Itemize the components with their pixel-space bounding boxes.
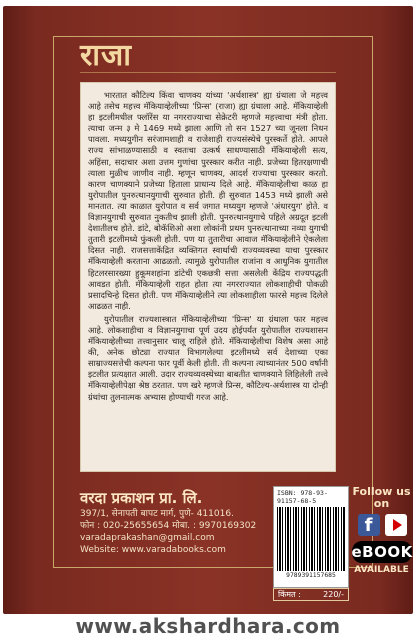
site-watermark: www.akshardhara.com bbox=[75, 614, 341, 638]
barcode-digits: 9789391157685 bbox=[286, 572, 336, 579]
blurb-paragraph-1: भारतात कौटिल्य किंवा चाणक्य यांच्या 'अर्थशास्त्र' ह्या ग्रंथाला जे महत्त्व आहे तसेच महत्त्व मॅकियाव्हेलीच्या 'प्रिन्स' (राजा) ह्या ग्रंथाला आहे. मॅकियाव्हेली हा इटलीमधील फ्लॉरेंस या नगरराज्याचा सेक्रेटरी म्हणजे महत्त्वाचा मंत्री होता. त्याचा जन्म ३ मे 1469 मध्ये झाला आणि तो सन 1527 च्या जूनला निधन पावला. मध्ययुगीन सरंजामशाही व राजेशाही राज्यसंस्थेचे पुरस्कर्ते होते. आपले राज्य सांभाळण्यासाठी व स्वतःचा उत्कर्ष साधण्यासाठी मॅकियाव्हेली सत्य, अहिंसा, सदाचार अशा उत्तम गुणांचा पुरस्कार करीत नाही. प्रजेच्या हितरक्षणाची त्याला मुळीच जाणीव नाही. म्हणून चाणक्य, आदर्श राज्याचा पुरस्कार करतो. कारण चाणक्याने प्रजेच्या हिताला प्राधान्य दिले आहे. मॅकियाव्हेलीचा काळ हा युरोपातील पुनरुत्थानयुगाची सुरुवात होती. ही सुरुवात 1453 मध्ये झाली असे मानतात. त्या काळात युरोपात व सर्व जगात मध्ययुग म्हणजे 'अंधारयुग' होते. व विज्ञानयुगाची सुरुवात नुकतीच झाली होती. पुनरुत्थानयुगाचे पहिले अग्रदूत इटली देशातीलच होते. डांटे, बोकॅशिओ अशा लोकांनी प्रथम पुनरुत्थानाच्या नव्या युगाची तुतारी इटलीमध्ये फुंकली होती. पण या तुतारीचा आवाज मॅकियाव्हेलीने ऐकलेला दिसत नाही. राजसत्ताकेंद्रित व्यक्तिगत स्वार्थाची राज्यव्यवस्था याचा पुरस्कार मॅकियाव्हेली करताना आढळतो. त्यामुळे युरोपातील राजांना व आधुनिक युगातील हिटलरसारख्या हुकूमशहांना डांटेची एकछत्री सत्ता असलेली केंद्रिय राज्यपद्धती आवडत होती. मॅकियाव्हेली राहत होता त्या नगरराज्यात लोकशाहीची पोकळी प्रसादचिन्हे दिसत होती. पण मॅकियाव्हेलीने त्या लोकशाहीला फारसे महत्त्व दिलेले आढळत नाही. bbox=[88, 90, 328, 311]
book-title: राजा bbox=[80, 37, 133, 73]
blurb-paragraph-2: युरोपातील राज्यशास्त्रात मॅकियाव्हेलीच्या 'प्रिन्स' या ग्रंथाला फार महत्त्व आहे. लोकशाहीचा व विज्ञानयुगाचा पूर्ण उदय होईपर्यंत युरोपातील राज्यशासन मॅकियाव्हेलीच्या तत्त्वानुसार चालू राहिले होते. मॅकियाव्हेलीचा विशेष असा आहे की, अनेक छोट्या राज्यात विभागलेल्या इटलीमध्ये सर्व देशाच्या एका साम्राज्यसत्तेची कल्पना फार पूर्वी केली होती. ती कल्पना त्याच्यानंतर 500 वर्षांनी इटलीत प्रत्यक्षात आली. उदार राज्यव्यवस्थेच्या बाबतीत चाणक्याने लिहिलेली तत्त्वे मॅकियाव्हेलीपेक्षा श्रेष्ठ ठरतात. पण खरे म्हणजे प्रिन्स, कौटिल्य-अर्थशास्त्र या दोन्ही ग्रंथांचा तुलनात्मक अभ्यास होण्याची गरज आहे. bbox=[88, 313, 328, 402]
isbn-label: ISBN: 978-93-91157-68-5 bbox=[277, 489, 328, 505]
price-value: 220/- bbox=[323, 590, 344, 599]
title-area bbox=[80, 35, 132, 71]
publisher-info bbox=[80, 486, 262, 574]
publisher-address: 397/1, सेनापती बापट मार्ग, पुणे- 411016. bbox=[80, 509, 234, 519]
publisher-email: varadaprakashan@gmail.com bbox=[80, 533, 215, 543]
blurb-panel bbox=[80, 82, 336, 472]
barcode bbox=[277, 507, 345, 571]
social-block bbox=[350, 486, 413, 575]
facebook-icon[interactable]: f bbox=[358, 514, 380, 536]
ebook-badge: eBOOK bbox=[351, 543, 413, 561]
title-rule bbox=[80, 72, 336, 73]
publisher-phone: फोन : 020-25655654 मोबा. : 9970169302 bbox=[80, 521, 257, 531]
publisher-name: वरदा प्रकाशन प्रा. लि. bbox=[80, 489, 203, 507]
publisher-website: Website: www.varadabooks.com bbox=[80, 545, 226, 555]
follow-label: Follow us on bbox=[352, 485, 411, 510]
isbn-barcode-box bbox=[273, 486, 349, 588]
available-label: AVAILABLE bbox=[354, 565, 409, 575]
youtube-icon[interactable] bbox=[385, 514, 407, 536]
price-label: किंमत : bbox=[278, 590, 301, 599]
price-box bbox=[273, 588, 349, 601]
